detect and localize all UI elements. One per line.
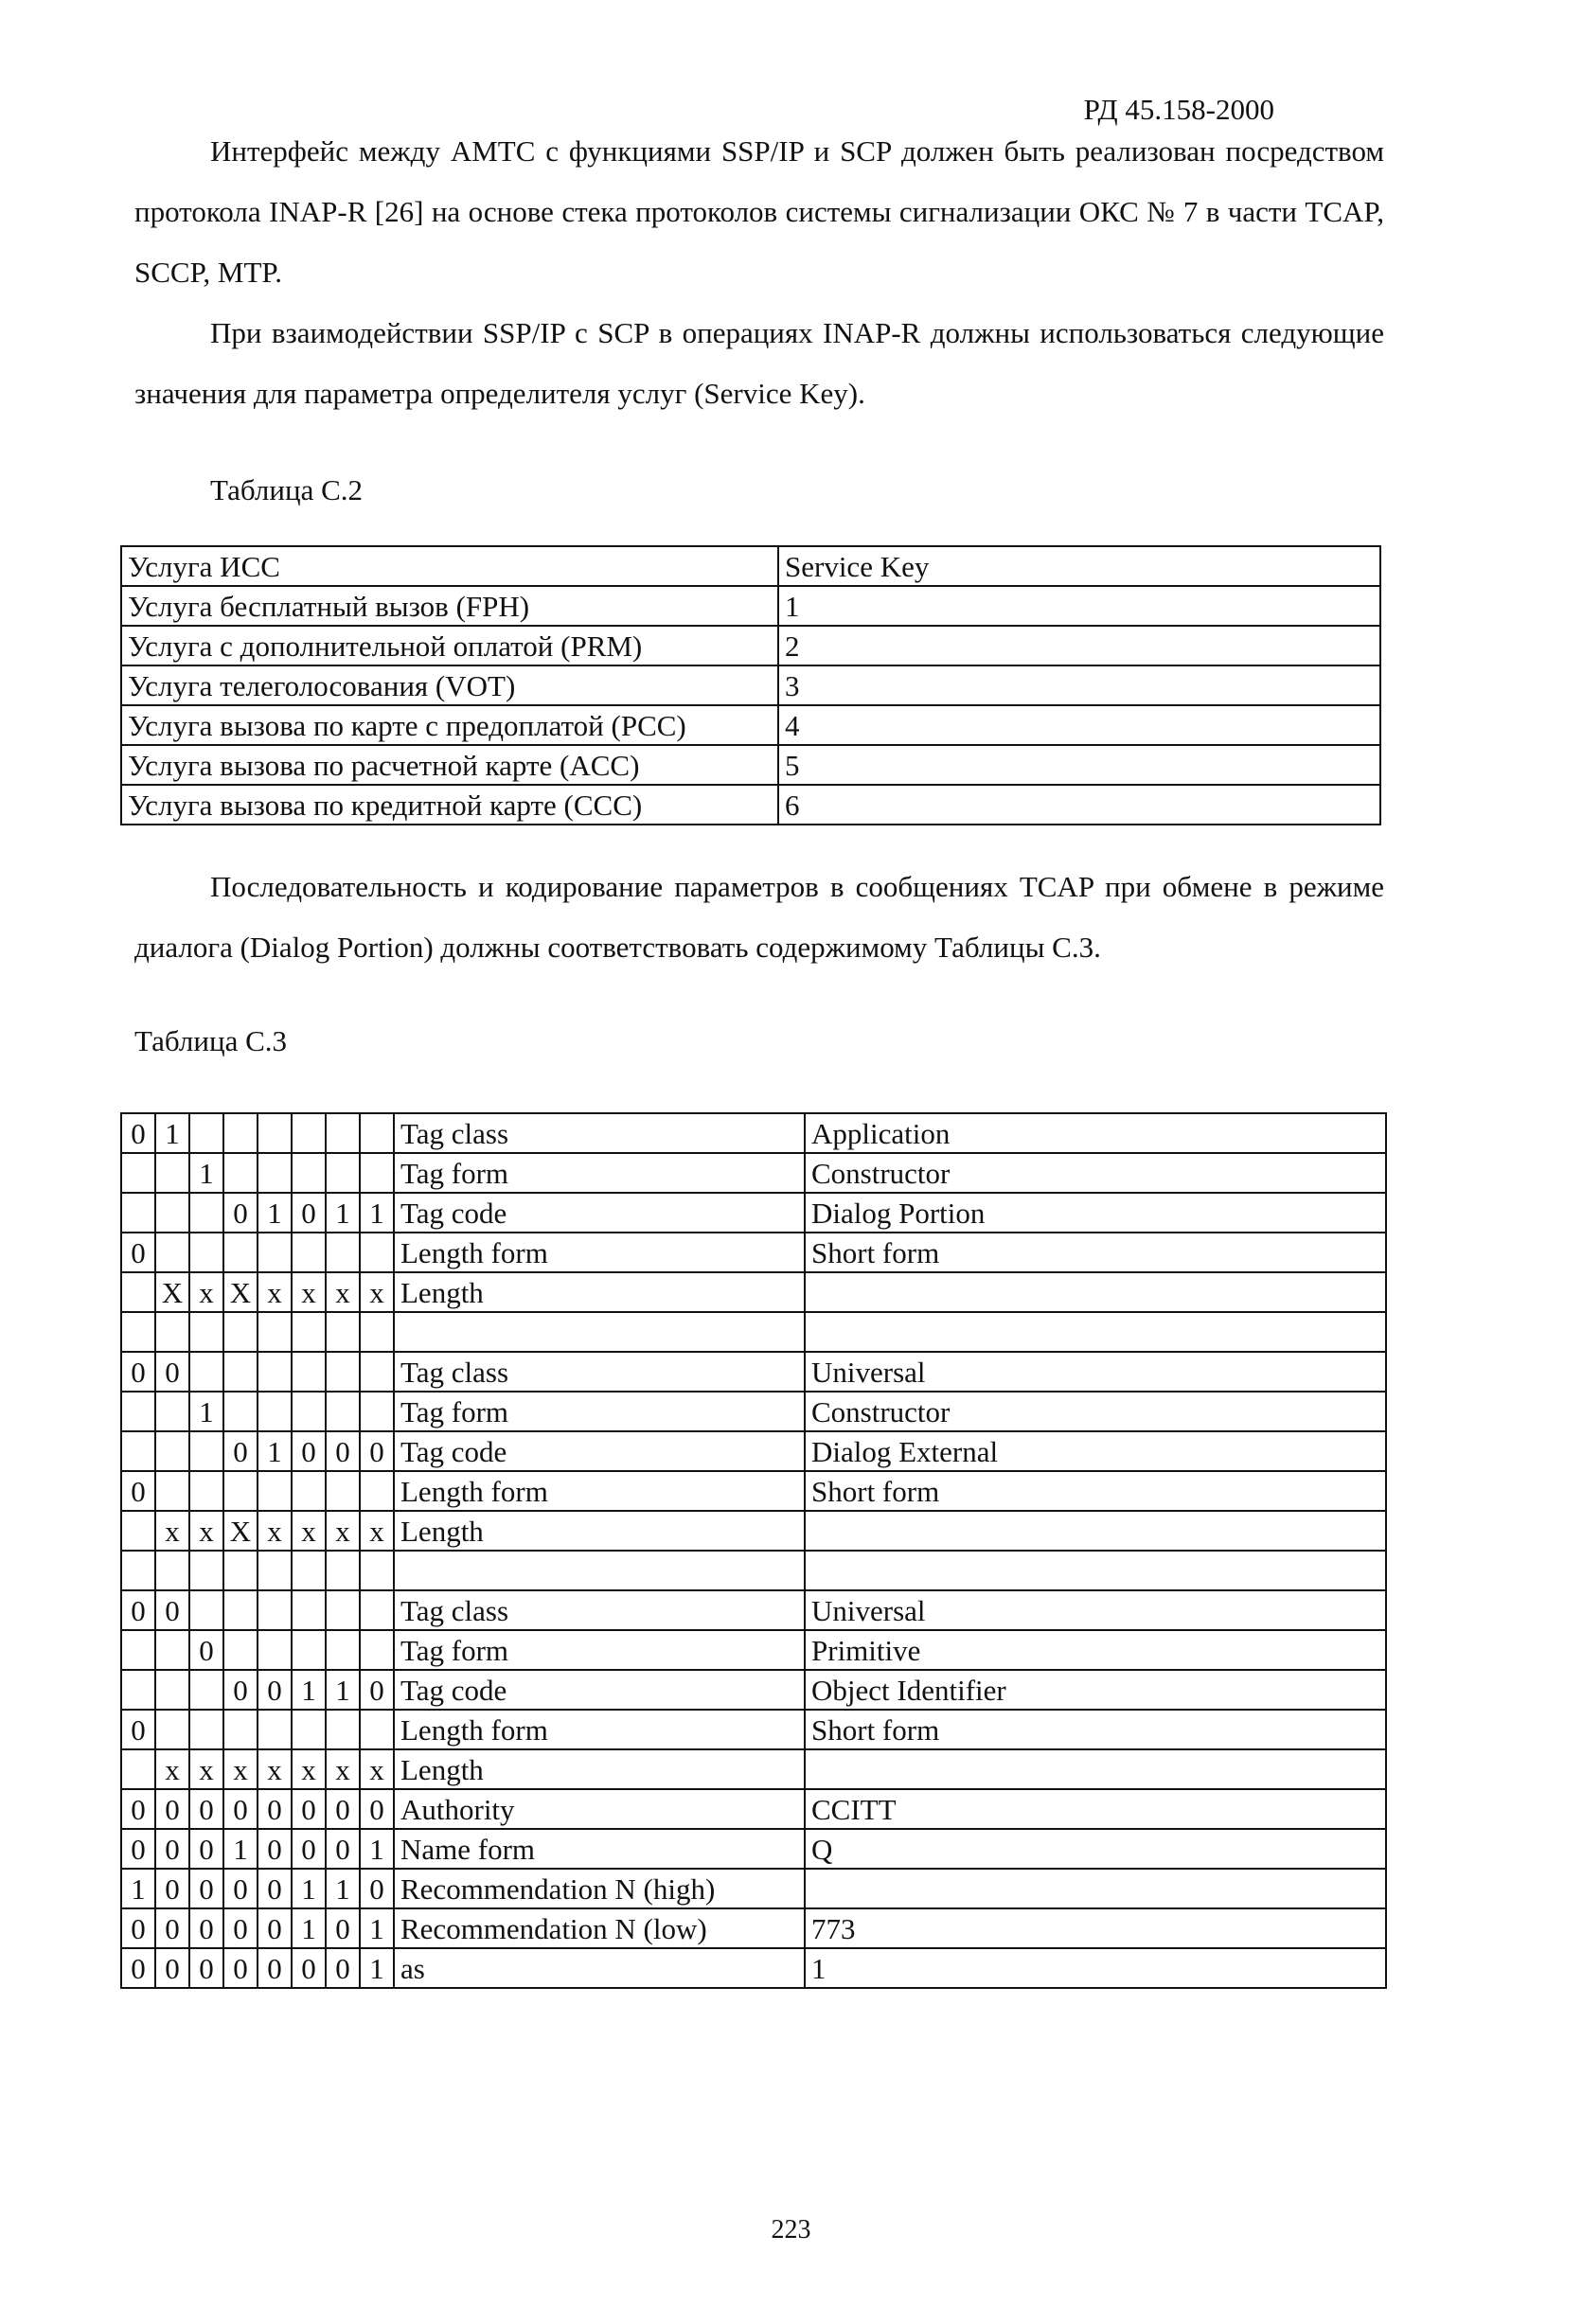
bit-cell — [121, 1670, 155, 1710]
bit-cell: 0 — [189, 1829, 223, 1869]
field-name-cell: Length — [394, 1511, 805, 1551]
field-name-cell: Tag code — [394, 1193, 805, 1233]
table-c3-row — [121, 1153, 1386, 1193]
bit-cell — [360, 1233, 394, 1272]
bit-cell — [189, 1312, 223, 1352]
table-c3-row — [121, 1392, 1386, 1431]
bit-cell — [155, 1392, 189, 1431]
bit-cell — [121, 1431, 155, 1471]
service-name-cell: Услуга с дополнительной оплатой (PRM) — [121, 626, 778, 665]
field-value-cell — [805, 1551, 1386, 1590]
bit-cell: 0 — [326, 1431, 360, 1471]
service-key-cell: 1 — [778, 586, 1380, 626]
field-name-cell: Name form — [394, 1829, 805, 1869]
bit-cell — [258, 1392, 292, 1431]
bit-cell — [360, 1710, 394, 1749]
bit-cell: 0 — [258, 1829, 292, 1869]
field-value-cell: Object Identifier — [805, 1670, 1386, 1710]
bit-cell — [258, 1233, 292, 1272]
bit-cell: 0 — [121, 1590, 155, 1630]
bit-cell — [326, 1551, 360, 1590]
bit-cell: 0 — [121, 1948, 155, 1988]
service-key-cell: 6 — [778, 785, 1380, 825]
bit-cell — [292, 1233, 326, 1272]
field-value-cell: Short form — [805, 1471, 1386, 1511]
bit-cell — [223, 1471, 258, 1511]
bit-cell — [258, 1113, 292, 1153]
field-value-cell: Short form — [805, 1233, 1386, 1272]
bit-cell: 0 — [155, 1352, 189, 1392]
table-c3-row — [121, 1948, 1386, 1988]
bit-cell: 0 — [189, 1948, 223, 1988]
bit-cell: x — [258, 1511, 292, 1551]
bit-cell: 0 — [326, 1908, 360, 1948]
service-key-cell: 4 — [778, 705, 1380, 745]
bit-cell: 1 — [326, 1869, 360, 1908]
table-c3-row — [121, 1551, 1386, 1590]
bit-cell: 0 — [189, 1869, 223, 1908]
bit-cell: 0 — [155, 1590, 189, 1630]
bit-cell: x — [189, 1272, 223, 1312]
bit-cell: 0 — [121, 1352, 155, 1392]
service-name-cell: Услуга телеголосования (VOT) — [121, 665, 778, 705]
table-c3-row — [121, 1710, 1386, 1749]
bit-cell — [223, 1630, 258, 1670]
bit-cell: 0 — [121, 1710, 155, 1749]
bit-cell: 0 — [155, 1789, 189, 1829]
table-c3-row — [121, 1312, 1386, 1352]
field-name-cell: Tag class — [394, 1352, 805, 1392]
bit-cell — [326, 1630, 360, 1670]
bit-cell — [292, 1471, 326, 1511]
bit-cell: 1 — [360, 1193, 394, 1233]
bit-cell — [155, 1233, 189, 1272]
field-value-cell: Short form — [805, 1710, 1386, 1749]
bit-cell — [121, 1153, 155, 1193]
bit-cell — [189, 1710, 223, 1749]
bit-cell — [326, 1392, 360, 1431]
bit-cell: x — [155, 1749, 189, 1789]
bit-cell: 0 — [155, 1908, 189, 1948]
bit-cell: 0 — [121, 1113, 155, 1153]
bit-cell: 1 — [189, 1153, 223, 1193]
bit-cell — [121, 1272, 155, 1312]
table-c2 — [120, 545, 1381, 825]
bit-cell: 0 — [360, 1789, 394, 1829]
table-c2-header-row — [121, 546, 1380, 586]
bit-cell — [155, 1471, 189, 1511]
bit-cell: 0 — [326, 1829, 360, 1869]
bit-cell: 0 — [258, 1869, 292, 1908]
bit-cell: 0 — [258, 1908, 292, 1948]
bit-cell — [189, 1590, 223, 1630]
bit-cell: 0 — [292, 1193, 326, 1233]
table-c3-row — [121, 1590, 1386, 1630]
bit-cell: 0 — [326, 1948, 360, 1988]
field-name-cell: Length — [394, 1749, 805, 1789]
bit-cell — [223, 1590, 258, 1630]
field-name-cell: Tag class — [394, 1113, 805, 1153]
field-value-cell: Dialog External — [805, 1431, 1386, 1471]
bit-cell — [189, 1471, 223, 1511]
bit-cell: 1 — [292, 1869, 326, 1908]
bit-cell — [360, 1590, 394, 1630]
bit-cell: 0 — [223, 1869, 258, 1908]
paragraph-service-key: При взаимодействии SSP/IP с SCP в операциях INAP-R должны использоваться следующие значения для параметра определителя услуг (Service Key). — [134, 316, 1384, 410]
bit-cell: 0 — [258, 1948, 292, 1988]
table-c3-row — [121, 1511, 1386, 1551]
field-name-cell: Length form — [394, 1710, 805, 1749]
document-code: РД 45.158-2000 — [1083, 93, 1274, 126]
bit-cell: X — [155, 1272, 189, 1312]
bit-cell — [292, 1630, 326, 1670]
table-c2-row — [121, 785, 1380, 825]
bit-cell — [326, 1590, 360, 1630]
bit-cell: x — [258, 1749, 292, 1789]
field-value-cell: Universal — [805, 1352, 1386, 1392]
bit-cell: 1 — [189, 1392, 223, 1431]
bit-cell — [360, 1153, 394, 1193]
bit-cell — [360, 1471, 394, 1511]
table-c3-row — [121, 1233, 1386, 1272]
table-c2-row — [121, 665, 1380, 705]
bit-cell: 0 — [258, 1670, 292, 1710]
bit-cell: 0 — [155, 1869, 189, 1908]
bit-cell: x — [155, 1511, 189, 1551]
bit-cell: 0 — [292, 1789, 326, 1829]
bit-cell: 0 — [360, 1869, 394, 1908]
bit-cell: 0 — [258, 1789, 292, 1829]
field-name-cell — [394, 1312, 805, 1352]
table-c3-row — [121, 1431, 1386, 1471]
service-key-cell: 2 — [778, 626, 1380, 665]
bit-cell — [292, 1312, 326, 1352]
bit-cell — [258, 1590, 292, 1630]
bit-cell: x — [258, 1272, 292, 1312]
bit-cell — [292, 1392, 326, 1431]
bit-cell — [223, 1113, 258, 1153]
bit-cell — [121, 1551, 155, 1590]
bit-cell — [155, 1630, 189, 1670]
bit-cell: 0 — [292, 1948, 326, 1988]
field-name-cell: Length — [394, 1272, 805, 1312]
bit-cell — [189, 1670, 223, 1710]
service-name-cell: Услуга вызова по кредитной карте (CCC) — [121, 785, 778, 825]
bit-cell: 1 — [360, 1948, 394, 1988]
bit-cell: x — [189, 1749, 223, 1789]
table-c2-row — [121, 586, 1380, 626]
bit-cell — [189, 1233, 223, 1272]
bit-cell: 1 — [121, 1869, 155, 1908]
table-c3-row — [121, 1869, 1386, 1908]
bit-cell — [258, 1710, 292, 1749]
bit-cell: X — [223, 1511, 258, 1551]
bit-cell: 0 — [223, 1948, 258, 1988]
field-name-cell: Tag code — [394, 1431, 805, 1471]
table-c3-row — [121, 1352, 1386, 1392]
bit-cell — [223, 1352, 258, 1392]
bit-cell: 0 — [189, 1908, 223, 1948]
bit-cell: x — [360, 1511, 394, 1551]
bit-cell: 1 — [292, 1908, 326, 1948]
bit-cell — [223, 1233, 258, 1272]
bit-cell: 1 — [292, 1670, 326, 1710]
service-name-cell: Услуга ИСС — [121, 546, 778, 586]
table-c3-row — [121, 1630, 1386, 1670]
bit-cell: x — [292, 1749, 326, 1789]
field-value-cell — [805, 1749, 1386, 1789]
field-name-cell: Tag form — [394, 1630, 805, 1670]
bit-cell — [258, 1352, 292, 1392]
service-key-cell: 5 — [778, 745, 1380, 785]
field-value-cell: Universal — [805, 1590, 1386, 1630]
bit-cell — [326, 1233, 360, 1272]
bit-cell: 0 — [121, 1233, 155, 1272]
field-value-cell — [805, 1511, 1386, 1551]
service-key-cell: Service Key — [778, 546, 1380, 586]
bit-cell: x — [292, 1272, 326, 1312]
bit-cell — [258, 1471, 292, 1511]
table-c3-row — [121, 1193, 1386, 1233]
bit-cell — [155, 1710, 189, 1749]
bit-cell: 0 — [223, 1193, 258, 1233]
bit-cell: x — [326, 1272, 360, 1312]
bit-cell — [360, 1312, 394, 1352]
bit-cell: 0 — [223, 1789, 258, 1829]
page-number: 223 — [771, 2215, 811, 2244]
bit-cell — [292, 1590, 326, 1630]
field-name-cell: Tag code — [394, 1670, 805, 1710]
service-name-cell: Услуга вызова по расчетной карте (ACC) — [121, 745, 778, 785]
bit-cell: 1 — [223, 1829, 258, 1869]
bit-cell: 0 — [121, 1789, 155, 1829]
table-c2-caption: Таблица С.2 — [210, 473, 364, 506]
bit-cell: x — [360, 1272, 394, 1312]
bit-cell — [155, 1551, 189, 1590]
field-name-cell: Recommendation N (low) — [394, 1908, 805, 1948]
table-c3-row — [121, 1272, 1386, 1312]
bit-cell: 0 — [121, 1471, 155, 1511]
bit-cell: 1 — [360, 1908, 394, 1948]
table-c3-row — [121, 1908, 1386, 1948]
bit-cell — [360, 1352, 394, 1392]
table-c3-row — [121, 1789, 1386, 1829]
field-name-cell: Length form — [394, 1471, 805, 1511]
table-c3 — [120, 1112, 1387, 1989]
field-name-cell: as — [394, 1948, 805, 1988]
bit-cell: 0 — [326, 1789, 360, 1829]
bit-cell — [326, 1710, 360, 1749]
bit-cell — [223, 1392, 258, 1431]
field-name-cell: Tag form — [394, 1392, 805, 1431]
field-name-cell: Tag form — [394, 1153, 805, 1193]
bit-cell — [121, 1312, 155, 1352]
bit-cell — [326, 1153, 360, 1193]
table-c3-row — [121, 1749, 1386, 1789]
table-c3-row — [121, 1471, 1386, 1511]
bit-cell — [121, 1749, 155, 1789]
bit-cell — [360, 1630, 394, 1670]
bit-cell: 1 — [155, 1113, 189, 1153]
bit-cell — [189, 1431, 223, 1471]
field-value-cell — [805, 1869, 1386, 1908]
bit-cell: 0 — [223, 1908, 258, 1948]
field-value-cell: Primitive — [805, 1630, 1386, 1670]
bit-cell — [326, 1113, 360, 1153]
field-value-cell: Application — [805, 1113, 1386, 1153]
field-value-cell — [805, 1312, 1386, 1352]
bit-cell: 0 — [155, 1829, 189, 1869]
table-c2-row — [121, 745, 1380, 785]
bit-cell — [258, 1312, 292, 1352]
bit-cell — [360, 1113, 394, 1153]
table-c3-caption: Таблица С.3 — [134, 1024, 288, 1057]
bit-cell — [189, 1193, 223, 1233]
bit-cell — [258, 1551, 292, 1590]
bit-cell — [189, 1352, 223, 1392]
bit-cell — [189, 1113, 223, 1153]
bit-cell — [292, 1113, 326, 1153]
bit-cell: 0 — [121, 1829, 155, 1869]
bit-cell — [121, 1511, 155, 1551]
bit-cell — [258, 1153, 292, 1193]
bit-cell: x — [223, 1749, 258, 1789]
bit-cell: 1 — [326, 1193, 360, 1233]
table-c3-row — [121, 1829, 1386, 1869]
bit-cell — [258, 1630, 292, 1670]
field-name-cell: Tag class — [394, 1590, 805, 1630]
field-value-cell: Constructor — [805, 1153, 1386, 1193]
service-name-cell: Услуга бесплатный вызов (FPH) — [121, 586, 778, 626]
bit-cell: 1 — [360, 1829, 394, 1869]
bit-cell — [292, 1352, 326, 1392]
bit-cell: x — [326, 1749, 360, 1789]
bit-cell — [223, 1551, 258, 1590]
bit-cell — [223, 1312, 258, 1352]
bit-cell: 1 — [326, 1670, 360, 1710]
field-value-cell: 1 — [805, 1948, 1386, 1988]
bit-cell — [326, 1312, 360, 1352]
field-value-cell: CCITT — [805, 1789, 1386, 1829]
bit-cell — [155, 1193, 189, 1233]
table-c2-row — [121, 626, 1380, 665]
bit-cell — [360, 1392, 394, 1431]
field-name-cell: Length form — [394, 1233, 805, 1272]
bit-cell — [155, 1670, 189, 1710]
field-value-cell: 773 — [805, 1908, 1386, 1948]
field-value-cell: Dialog Portion — [805, 1193, 1386, 1233]
bit-cell — [121, 1193, 155, 1233]
bit-cell: 1 — [258, 1431, 292, 1471]
bit-cell: 0 — [292, 1431, 326, 1471]
bit-cell: 0 — [223, 1670, 258, 1710]
field-name-cell: Recommendation N (high) — [394, 1869, 805, 1908]
field-value-cell: Q — [805, 1829, 1386, 1869]
field-name-cell — [394, 1551, 805, 1590]
field-value-cell: Constructor — [805, 1392, 1386, 1431]
bit-cell — [360, 1551, 394, 1590]
paragraph-interface: Интерфейс между АМТС с функциями SSP/IP и SCP должен быть реализован посредством протокола INAP-R [26] на основе стека протоколов системы сигнализации ОКС № 7 в части TCAP, SCCP, MTP. — [134, 134, 1384, 289]
bit-cell: X — [223, 1272, 258, 1312]
bit-cell — [121, 1392, 155, 1431]
bit-cell — [326, 1471, 360, 1511]
bit-cell: x — [360, 1749, 394, 1789]
bit-cell: 0 — [360, 1670, 394, 1710]
bit-cell: 0 — [155, 1948, 189, 1988]
bit-cell — [155, 1431, 189, 1471]
bit-cell — [292, 1710, 326, 1749]
bit-cell: 0 — [121, 1908, 155, 1948]
paragraph-dialog-portion: Последовательность и кодирование параметров в сообщениях TCAP при обмене в режиме диалога (Dialog Portion) должны соответствовать содержимому Таблицы С.3. — [134, 870, 1384, 964]
bit-cell — [292, 1153, 326, 1193]
bit-cell: 1 — [258, 1193, 292, 1233]
bit-cell: 0 — [360, 1431, 394, 1471]
service-name-cell: Услуга вызова по карте с предоплатой (PCC) — [121, 705, 778, 745]
bit-cell — [155, 1312, 189, 1352]
bit-cell — [189, 1551, 223, 1590]
bit-cell: x — [326, 1511, 360, 1551]
table-c2-row — [121, 705, 1380, 745]
table-c3-row — [121, 1670, 1386, 1710]
service-key-cell: 3 — [778, 665, 1380, 705]
bit-cell — [121, 1630, 155, 1670]
bit-cell: 0 — [189, 1630, 223, 1670]
bit-cell: x — [189, 1511, 223, 1551]
bit-cell — [326, 1352, 360, 1392]
bit-cell — [223, 1710, 258, 1749]
field-name-cell: Authority — [394, 1789, 805, 1829]
bit-cell — [292, 1551, 326, 1590]
bit-cell: 0 — [292, 1829, 326, 1869]
bit-cell: 0 — [189, 1789, 223, 1829]
bit-cell: x — [292, 1511, 326, 1551]
bit-cell — [155, 1153, 189, 1193]
table-c3-row — [121, 1113, 1386, 1153]
bit-cell — [223, 1153, 258, 1193]
bit-cell: 0 — [223, 1431, 258, 1471]
field-value-cell — [805, 1272, 1386, 1312]
